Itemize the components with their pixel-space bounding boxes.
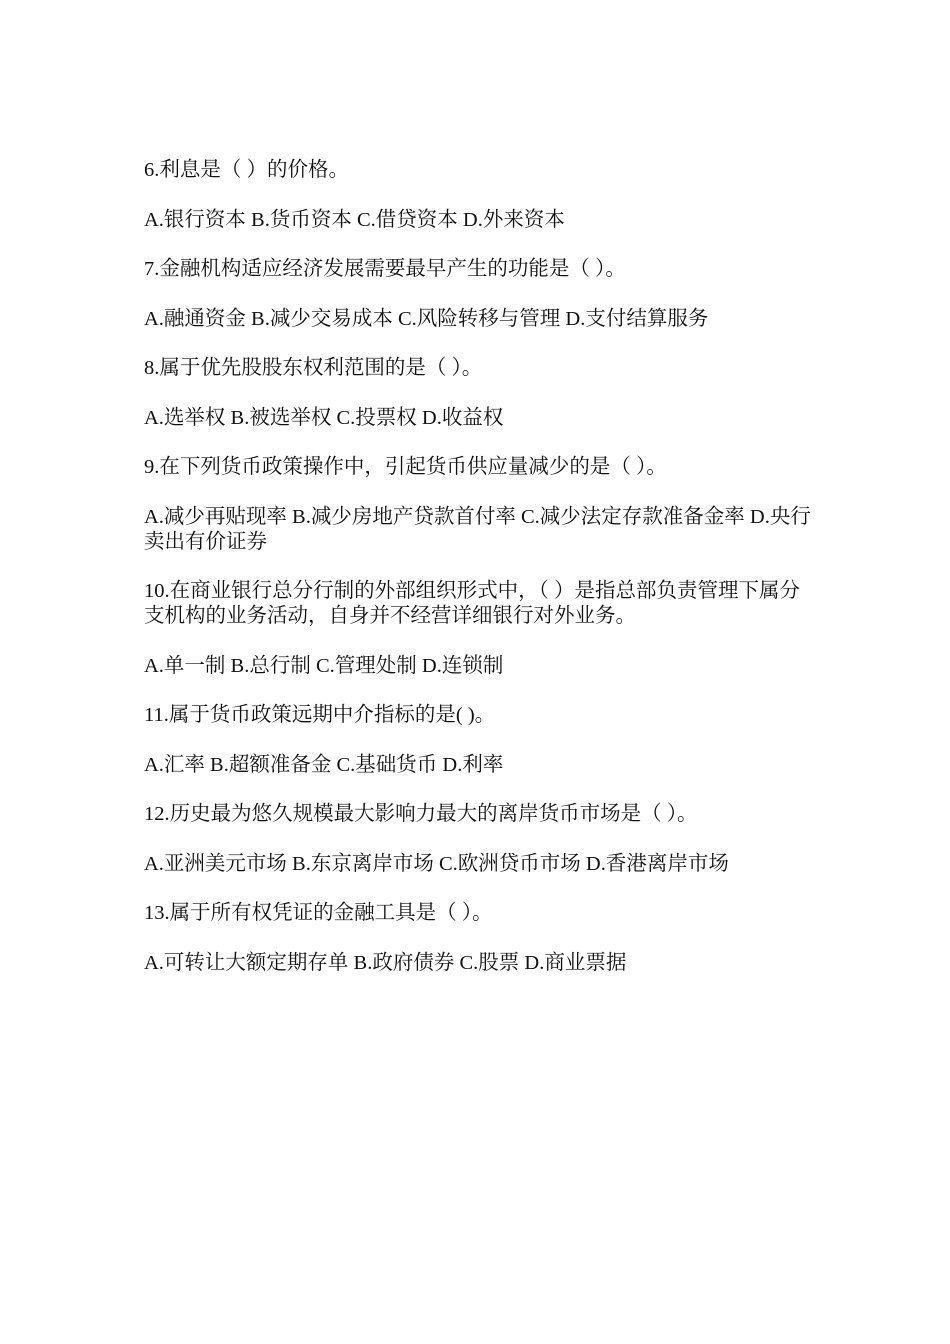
question-stem: 7.金融机构适应经济发展需要最早产生的功能是（ ）。 (144, 258, 626, 280)
question-9 (144, 455, 812, 555)
question-options: A.选举权 B.被选举权 C.投票权 D.收益权 (144, 406, 504, 429)
question-options: A.融通资金 B.减少交易成本 C.风险转移与管理 D.支付结算服务 (144, 307, 709, 330)
question-10 (144, 579, 812, 679)
question-8 (144, 356, 812, 431)
question-7 (144, 257, 812, 332)
question-13 (144, 901, 812, 976)
question-stem: 11.属于货币政策远期中介指标的是( )。 (144, 704, 496, 726)
question-stem: 6.利息是（ ）的价格。 (144, 159, 349, 181)
question-options: A.银行资本 B.货币资本 C.借贷资本 D.外来资本 (144, 208, 565, 231)
question-options: A.减少再贴现率 B.减少房地产贷款首付率 C.减少法定存款准备金率 D.央行卖出有价证券 (144, 505, 811, 553)
question-stem: 10.在商业银行总分行制的外部组织形式中，（ ）是指总部负责管理下属分支机构的业务活动，自身并不经营详细银行对外业务。 (144, 580, 800, 627)
question-list (144, 158, 812, 1000)
question-12 (144, 802, 812, 877)
question-stem: 8.属于优先股股东权利范围的是（ ）。 (144, 357, 483, 379)
question-options: A.单一制 B.总行制 C.管理处制 D.连锁制 (144, 654, 504, 677)
question-stem: 13.属于所有权凭证的金融工具是（ ）。 (144, 902, 493, 924)
question-stem: 9.在下列货币政策操作中，引起货币供应量减少的是（ ）。 (144, 456, 667, 478)
question-11 (144, 703, 812, 778)
question-stem: 12.历史最为悠久规模最大影响力最大的离岸货币市场是（ ）。 (144, 803, 698, 825)
question-options: A.可转让大额定期存单 B.政府债券 C.股票 D.商业票据 (144, 951, 627, 974)
question-options: A.亚洲美元市场 B.东京离岸市场 C.欧洲贷币市场 D.香港离岸市场 (144, 852, 729, 875)
question-6 (144, 158, 812, 233)
question-options: A.汇率 B.超额准备金 C.基础货币 D.利率 (144, 753, 504, 776)
